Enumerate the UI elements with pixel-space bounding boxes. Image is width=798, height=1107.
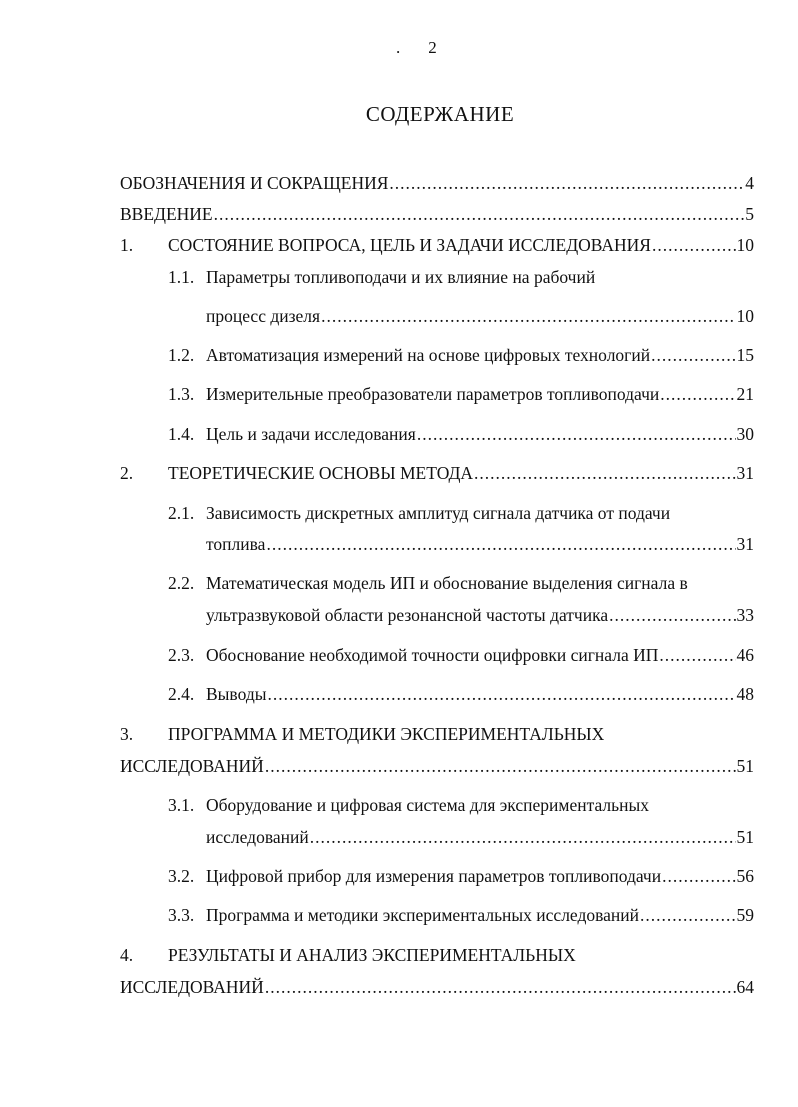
toc-entry-ch4-line1[interactable]: РЕЗУЛЬТАТЫ И АНАЛИЗ ЭКСПЕРИМЕНТАЛЬНЫХ <box>168 945 576 965</box>
dot-leader <box>265 976 736 998</box>
toc-entry-page: 10 <box>736 306 754 326</box>
toc-chapter-number: 4. <box>120 945 134 965</box>
toc-entry-page: 46 <box>736 645 754 665</box>
toc-chapter-number: 3. <box>120 724 134 744</box>
toc-entry-text: ТЕОРЕТИЧЕСКИЕ ОСНОВЫ МЕТОДА <box>168 463 474 483</box>
toc-entry-page: 59 <box>736 905 754 925</box>
toc-entry-text: СОСТОЯНИЕ ВОПРОСА, ЦЕЛЬ И ЗАДАЧИ ИССЛЕДОВАНИЯ <box>168 235 651 255</box>
toc-entry-s3-1[interactable] <box>206 826 754 848</box>
toc-entry-text: ИССЛЕДОВАНИЙ <box>120 977 264 997</box>
toc-section-number: 2.4. <box>168 684 195 704</box>
page-mark: . <box>396 38 401 57</box>
toc-section-number: 2.3. <box>168 645 195 665</box>
toc-entry-page: 5 <box>745 204 754 224</box>
toc-section-number: 3.2. <box>168 866 195 886</box>
toc-entry-s1-1-line1[interactable]: Параметры топливоподачи и их влияние на рабочий <box>206 267 596 287</box>
page-number-value: 2 <box>428 38 437 57</box>
dot-leader <box>652 234 736 256</box>
dot-leader <box>389 172 744 194</box>
toc-entry-s3-3[interactable] <box>206 904 754 926</box>
toc-entry-page: 30 <box>736 424 754 444</box>
toc-entry-intro[interactable] <box>120 203 754 225</box>
toc-entry-s2-3[interactable] <box>206 644 754 666</box>
toc-entry-text: ультразвуковой области резонансной частоты датчика <box>206 605 609 625</box>
toc-entry-text: Автоматизация измерений на основе цифровых технологий <box>206 345 651 365</box>
toc-entry-page: 15 <box>736 345 754 365</box>
toc-entry-s2-2[interactable] <box>206 604 754 626</box>
toc-entry-page: 51 <box>736 827 754 847</box>
toc-entry-text: Программа и методики экспериментальных исследований <box>206 905 640 925</box>
toc-entry-abbrev[interactable] <box>120 172 754 194</box>
toc-entry-text: ВВЕДЕНИЕ <box>120 204 213 224</box>
toc-entry-page: 64 <box>736 977 754 997</box>
toc-entry-text: Обоснование необходимой точности оцифровки сигнала ИП <box>206 645 659 665</box>
toc-section-number: 3.1. <box>168 795 195 815</box>
dot-leader <box>310 826 736 848</box>
dot-leader <box>214 203 745 225</box>
toc-chapter-number: 2. <box>120 463 134 483</box>
toc-section-number: 1.2. <box>168 345 195 365</box>
toc-entry-s3-1-line1[interactable]: Оборудование и цифровая система для экспериментальных <box>206 795 649 815</box>
toc-entry-ch3-line1[interactable]: ПРОГРАММА И МЕТОДИКИ ЭКСПЕРИМЕНТАЛЬНЫХ <box>168 724 605 744</box>
toc-entry-text: топлива <box>206 534 266 554</box>
toc-entry-s1-4[interactable] <box>206 423 754 445</box>
toc-entry-page: 4 <box>745 173 754 193</box>
dot-leader <box>417 423 736 445</box>
toc-entry-text: ИССЛЕДОВАНИЙ <box>120 756 264 776</box>
toc-entry-s2-4[interactable] <box>206 683 754 705</box>
toc-entry-s2-1[interactable] <box>206 533 754 555</box>
dot-leader <box>660 383 735 405</box>
dot-leader <box>321 305 735 327</box>
dot-leader <box>609 604 735 626</box>
toc-entry-page: 31 <box>736 463 754 483</box>
toc-section-number: 2.2. <box>168 573 195 593</box>
toc-entry-page: 31 <box>736 534 754 554</box>
toc-entry-page: 21 <box>736 384 754 404</box>
toc-entry-ch4[interactable] <box>120 976 754 998</box>
dot-leader <box>266 533 735 555</box>
toc-entry-page: 33 <box>736 605 754 625</box>
page-number <box>396 38 437 58</box>
dot-leader <box>267 683 735 705</box>
toc-chapter-number: 1. <box>120 235 134 255</box>
toc-section-number: 1.4. <box>168 424 195 444</box>
dot-leader <box>662 865 735 887</box>
dot-leader <box>265 755 736 777</box>
toc-entry-page: 56 <box>736 866 754 886</box>
toc-entry-text: ОБОЗНАЧЕНИЯ И СОКРАЩЕНИЯ <box>120 173 389 193</box>
page-title: СОДЕРЖАНИЕ <box>365 102 515 126</box>
toc-entry-text: исследований <box>206 827 309 847</box>
toc-entry-page: 10 <box>736 235 754 255</box>
toc-entry-s1-1[interactable] <box>206 305 754 327</box>
toc-section-number: 2.1. <box>168 503 195 523</box>
toc-entry-s2-1-line1[interactable]: Зависимость дискретных амплитуд сигнала датчика от подачи <box>206 503 671 523</box>
toc-section-number: 1.3. <box>168 384 195 404</box>
dot-leader <box>651 344 735 366</box>
toc-entry-text: Цель и задачи исследования <box>206 424 416 444</box>
toc-entry-page: 48 <box>736 684 754 704</box>
toc-entry-ch3[interactable] <box>120 755 754 777</box>
toc-entry-s1-2[interactable] <box>206 344 754 366</box>
toc-entry-page: 51 <box>736 756 754 776</box>
toc-entry-text: процесс дизеля <box>206 306 321 326</box>
dot-leader <box>659 644 735 666</box>
toc-entry-s1-3[interactable] <box>206 383 754 405</box>
toc-entry-text: Измерительные преобразователи параметров топливоподачи <box>206 384 660 404</box>
dot-leader <box>640 904 735 926</box>
toc-entry-ch1[interactable] <box>168 234 754 256</box>
toc-entry-text: Выводы <box>206 684 267 704</box>
toc-section-number: 1.1. <box>168 267 195 287</box>
toc-section-number: 3.3. <box>168 905 195 925</box>
toc-entry-text: Цифровой прибор для измерения параметров топливоподачи <box>206 866 662 886</box>
toc-entry-s2-2-line1[interactable]: Математическая модель ИП и обоснование выделения сигнала в <box>206 573 688 593</box>
toc-entry-s3-2[interactable] <box>206 865 754 887</box>
dot-leader <box>474 462 735 484</box>
toc-entry-ch2[interactable] <box>168 462 754 484</box>
